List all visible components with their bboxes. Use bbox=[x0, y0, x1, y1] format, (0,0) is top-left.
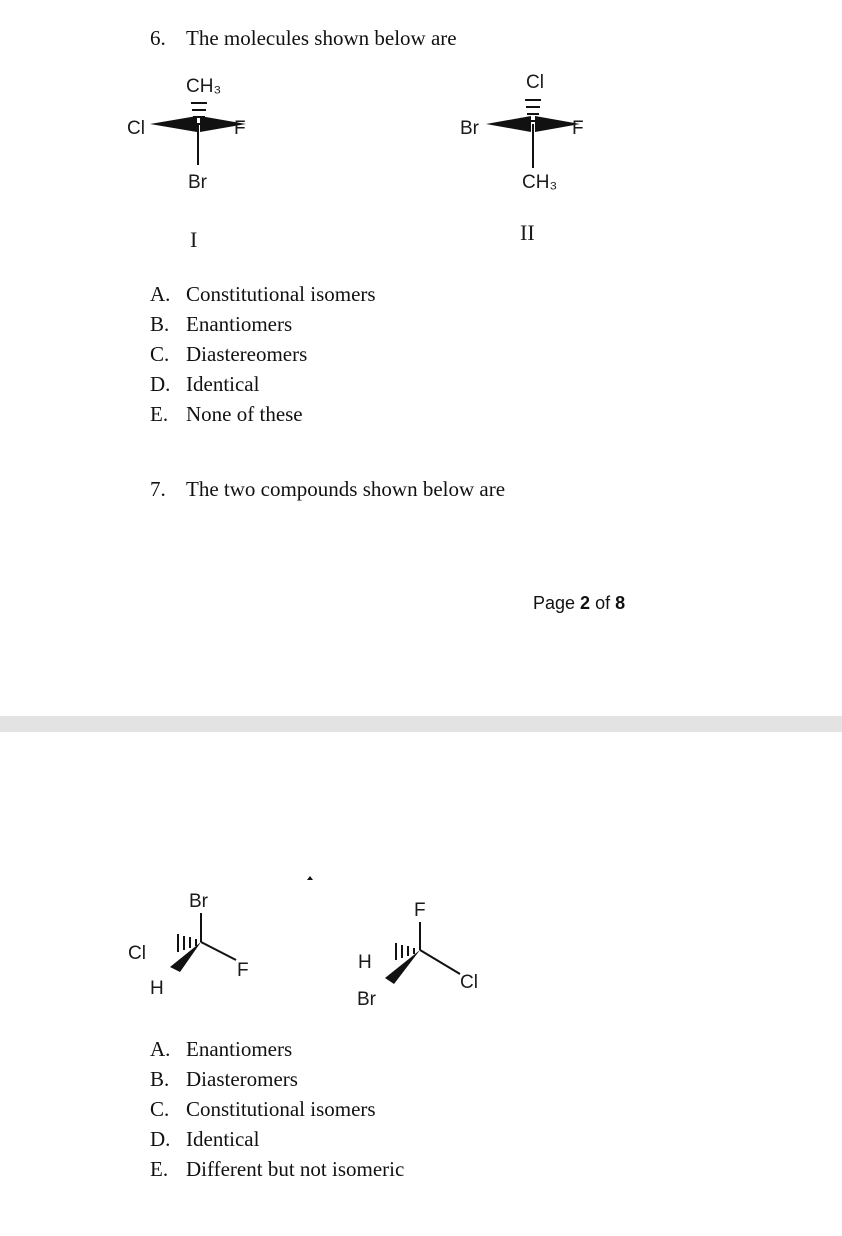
mol-II-top-label: Cl bbox=[526, 72, 544, 93]
mol-II-right-label: F bbox=[572, 118, 584, 139]
molecule-7b bbox=[357, 900, 478, 1010]
mol-7a-top-label: Br bbox=[189, 891, 208, 912]
option-c[interactable]: C. Diastereomers bbox=[150, 342, 308, 366]
mol-I-top-label: CH₃ bbox=[186, 76, 222, 97]
page-footer: Page 2 of 8 bbox=[533, 593, 626, 613]
option-b[interactable]: B. Diasteromers bbox=[150, 1067, 298, 1091]
option-e[interactable]: E. None of these bbox=[150, 402, 303, 426]
mol-I-left-label: Cl bbox=[127, 118, 145, 139]
question-number: 7. bbox=[150, 477, 166, 501]
option-a[interactable]: A. Enantiomers bbox=[150, 1037, 293, 1061]
mol-7b-right-label: Cl bbox=[460, 972, 478, 993]
question-7-stem bbox=[150, 477, 505, 502]
option-d[interactable]: D. Identical bbox=[150, 1127, 260, 1151]
mol-7b-left-label: H bbox=[358, 952, 372, 973]
option-e[interactable]: E. Different but not isomeric bbox=[150, 1157, 405, 1181]
option-c[interactable]: C. Constitutional isomers bbox=[150, 1097, 376, 1121]
question-7-structures bbox=[0, 732, 842, 1236]
molecule-I bbox=[127, 76, 246, 252]
molecule-7a bbox=[128, 891, 249, 999]
question-6-options bbox=[150, 279, 376, 429]
question-7-options bbox=[150, 1034, 404, 1184]
total-pages: 8 bbox=[615, 593, 626, 613]
option-d[interactable]: D. Identical bbox=[150, 372, 260, 396]
page-separator bbox=[0, 716, 842, 732]
molecule-II bbox=[460, 72, 584, 245]
mol-II-left-label: Br bbox=[460, 118, 479, 139]
question-text: The two compounds shown below are bbox=[186, 477, 506, 501]
page-3 bbox=[0, 732, 842, 1236]
question-number: 6. bbox=[150, 26, 166, 50]
mol-I-right-label: F bbox=[234, 118, 246, 139]
mol-7b-top-label: F bbox=[414, 900, 426, 921]
mol-II-bottom-label: CH₃ bbox=[522, 172, 558, 193]
mol-II-roman-label: II bbox=[520, 220, 535, 245]
option-b[interactable]: B. Enantiomers bbox=[150, 312, 293, 336]
mol-7a-bottom-label: H bbox=[150, 978, 164, 999]
mol-7a-left-label: Cl bbox=[128, 943, 146, 964]
mol-I-bottom-label: Br bbox=[188, 172, 207, 193]
mol-I-roman-label: I bbox=[190, 227, 198, 252]
current-page: 2 bbox=[580, 593, 591, 613]
option-a[interactable]: A. Constitutional isomers bbox=[150, 282, 376, 306]
mol-7a-right-label: F bbox=[237, 960, 249, 981]
question-text: The molecules shown below are bbox=[186, 26, 457, 50]
mol-7b-bottom-label: Br bbox=[357, 989, 376, 1010]
